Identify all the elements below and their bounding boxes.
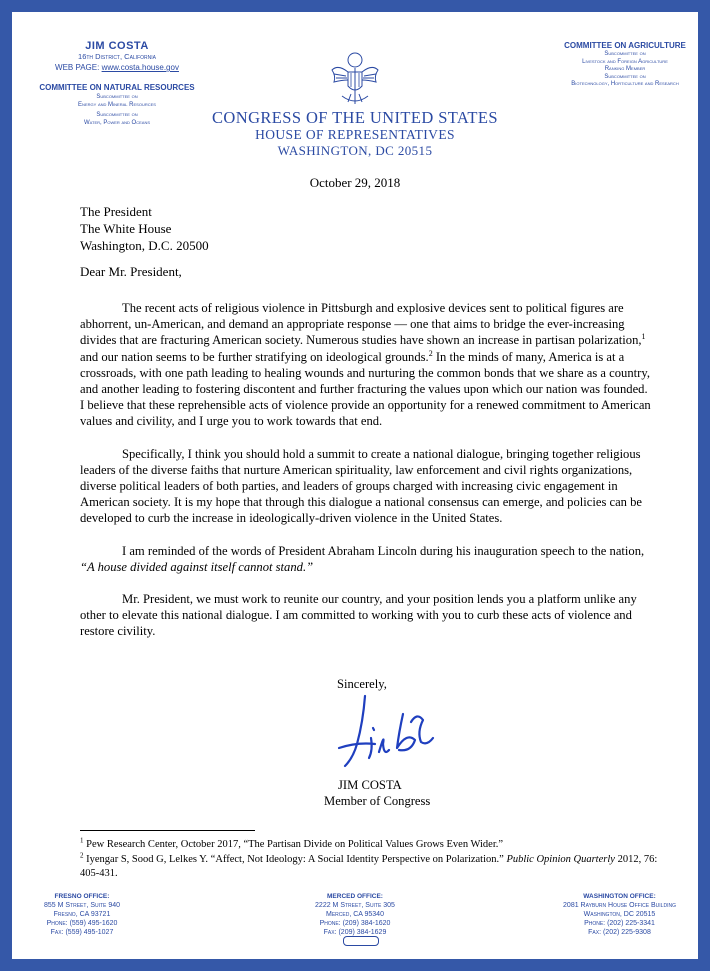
header-right (540, 41, 698, 89)
letter-date: October 29, 2018 (309, 175, 401, 190)
header-left (22, 40, 212, 127)
office-line: Merced, CA 95340 (326, 911, 384, 918)
office-line: Fax: (202) 225-9308 (588, 929, 651, 936)
footnote-number: 2 (80, 851, 84, 860)
footnote-2 (80, 853, 660, 881)
office-line: Phone: (209) 384-1620 (319, 920, 391, 927)
footnote-1 (80, 838, 660, 852)
address-line: The White House (80, 221, 172, 236)
web-label: WEB PAGE: (55, 63, 100, 72)
recipient-address (80, 203, 209, 254)
salutation: Dear Mr. President, (80, 264, 182, 279)
address-line: Washington, D.C. 20500 (80, 238, 209, 253)
paragraph-1 (80, 300, 652, 430)
footnote-text: 2012, 76: 405-431. (80, 854, 658, 879)
paragraph-text: In the minds of many, America is at a crossroads, with one path leading to healing wounds and nurturing the common bonds that we share as a country, and another leading to fostering discontent and further fracturing the values upon which our nation was founded. I believe that these reprehensible acts of violence provide an opportunity for a renewed commitment to American values and civility, and I urge you to work towards that end. (80, 349, 651, 429)
paragraph-text: I am reminded of the words of President Abraham Lincoln during his inauguration speech to the nation, (122, 543, 645, 558)
signer-name: JIM COSTA (338, 778, 402, 792)
footnote-divider (80, 830, 255, 831)
member-name: JIM COSTA (85, 40, 149, 52)
ranking-member: Ranking Member (604, 66, 646, 72)
office-line: 855 M Street, Suite 940 (43, 902, 121, 909)
committee-agriculture: COMMITTEE ON AGRICULTURE (564, 41, 686, 50)
district: 16th District, California (78, 52, 156, 61)
letter-body (80, 300, 652, 656)
subcommittee-biotech: Biotechnology, Horticulture and Research (571, 81, 679, 87)
office-line: Phone: (559) 495-1620 (46, 920, 118, 927)
journal-name: Public Opinion Quarterly (506, 854, 615, 865)
office-line: Washington, DC 20515 (583, 911, 656, 918)
paragraph-3 (80, 543, 652, 575)
signature-icon (337, 692, 437, 772)
footnote-text: Iyengar S, Sood G, Lelkes Y. “Affect, Not Ideology: A Social Identity Perspective on Polarization.” (83, 854, 507, 865)
office-line: Fresno, CA 93721 (53, 911, 111, 918)
paragraph-text: The recent acts of religious violence in Pittsburgh and explosive devices sent to political figures are abhorrent, un-American, and demand an appropriate response — one that aims to bridge the ever-increasing divides that are fracturing American society. Numerous studies have shown an increase in partisan polarization, (80, 301, 642, 348)
office-washington (547, 892, 692, 937)
signer-title: Member of Congress (324, 794, 431, 808)
letterhead-house: HOUSE OF REPRESENTATIVES (255, 127, 455, 142)
subcommittee-water: Water, Power and Oceans (83, 120, 151, 126)
subcommittee-energy: Energy and Mineral Resources (78, 102, 156, 108)
office-line: 2222 M Street, Suite 305 (315, 902, 395, 909)
subcommittee-livestock: Livestock and Foreign Agriculture (582, 58, 668, 65)
subcommittee-label: Subcommittee on (96, 112, 138, 118)
committee-natural-resources: COMMITTEE ON NATURAL RESOURCES (39, 83, 195, 92)
closing: Sincerely, (337, 677, 387, 691)
subcommittee-label: Subcommittee on (96, 94, 138, 100)
paragraph-4: Mr. President, we must work to reunite our country, and your position lends you a platform unlike any other to elevate this national dialogue. I am committed to working with you to curb these acts of violence and restore civility. (80, 592, 637, 639)
web-url[interactable]: www.costa.house.gov (101, 63, 179, 72)
paragraph-text: and our nation seems to be further stratifying on ideological grounds. (80, 349, 429, 364)
letter-page (12, 12, 698, 959)
office-line: Fax: (209) 384-1629 (323, 929, 387, 936)
office-merced (285, 892, 425, 937)
letterhead-city: WASHINGTON, DC 20515 (277, 143, 433, 158)
letterhead (207, 108, 503, 159)
lincoln-quote: “A house divided against itself cannot stand.” (80, 559, 314, 574)
paragraph-2: Specifically, I think you should hold a summit to create a national dialogue, bringing together religious leaders of the diverse faiths that nurture American spirituality, law enforcement and civil rights organizations, diverse political leaders of both parties, and leaders of groups charged with increasing civic engagement in American society. It is my hope that through this dialogue a national consensus can emerge, and policies can be developed to curb the increase in ideologically-driven violence in the United States. (80, 446, 643, 526)
office-title: MERCED OFFICE: (327, 893, 383, 900)
signer-block (324, 777, 430, 809)
union-label-icon (343, 936, 379, 946)
office-fresno (12, 892, 152, 937)
footnote-ref: 1 (641, 332, 646, 342)
subcommittee-label: Subcommittee on (604, 73, 646, 80)
subcommittee-label: Subcommittee on (604, 51, 646, 57)
office-line: 2081 Rayburn House Office Building (563, 902, 676, 909)
footnote-number: 1 (80, 836, 84, 845)
web-page (22, 62, 212, 73)
eagle-seal-icon (330, 50, 380, 108)
address-line: The President (80, 204, 152, 219)
footnote-text: Pew Research Center, October 2017, “The Partisan Divide on Political Values Grows Even Wider.” (83, 839, 504, 850)
office-line: Fax: (559) 495-1027 (50, 929, 114, 936)
office-title: FRESNO OFFICE: (54, 893, 110, 900)
office-line: Phone: (202) 225-3341 (584, 920, 655, 927)
office-title: WASHINGTON OFFICE: (583, 893, 656, 900)
letterhead-congress: CONGRESS OF THE UNITED STATES (212, 108, 498, 127)
footnote-ref: 2 (428, 348, 433, 358)
